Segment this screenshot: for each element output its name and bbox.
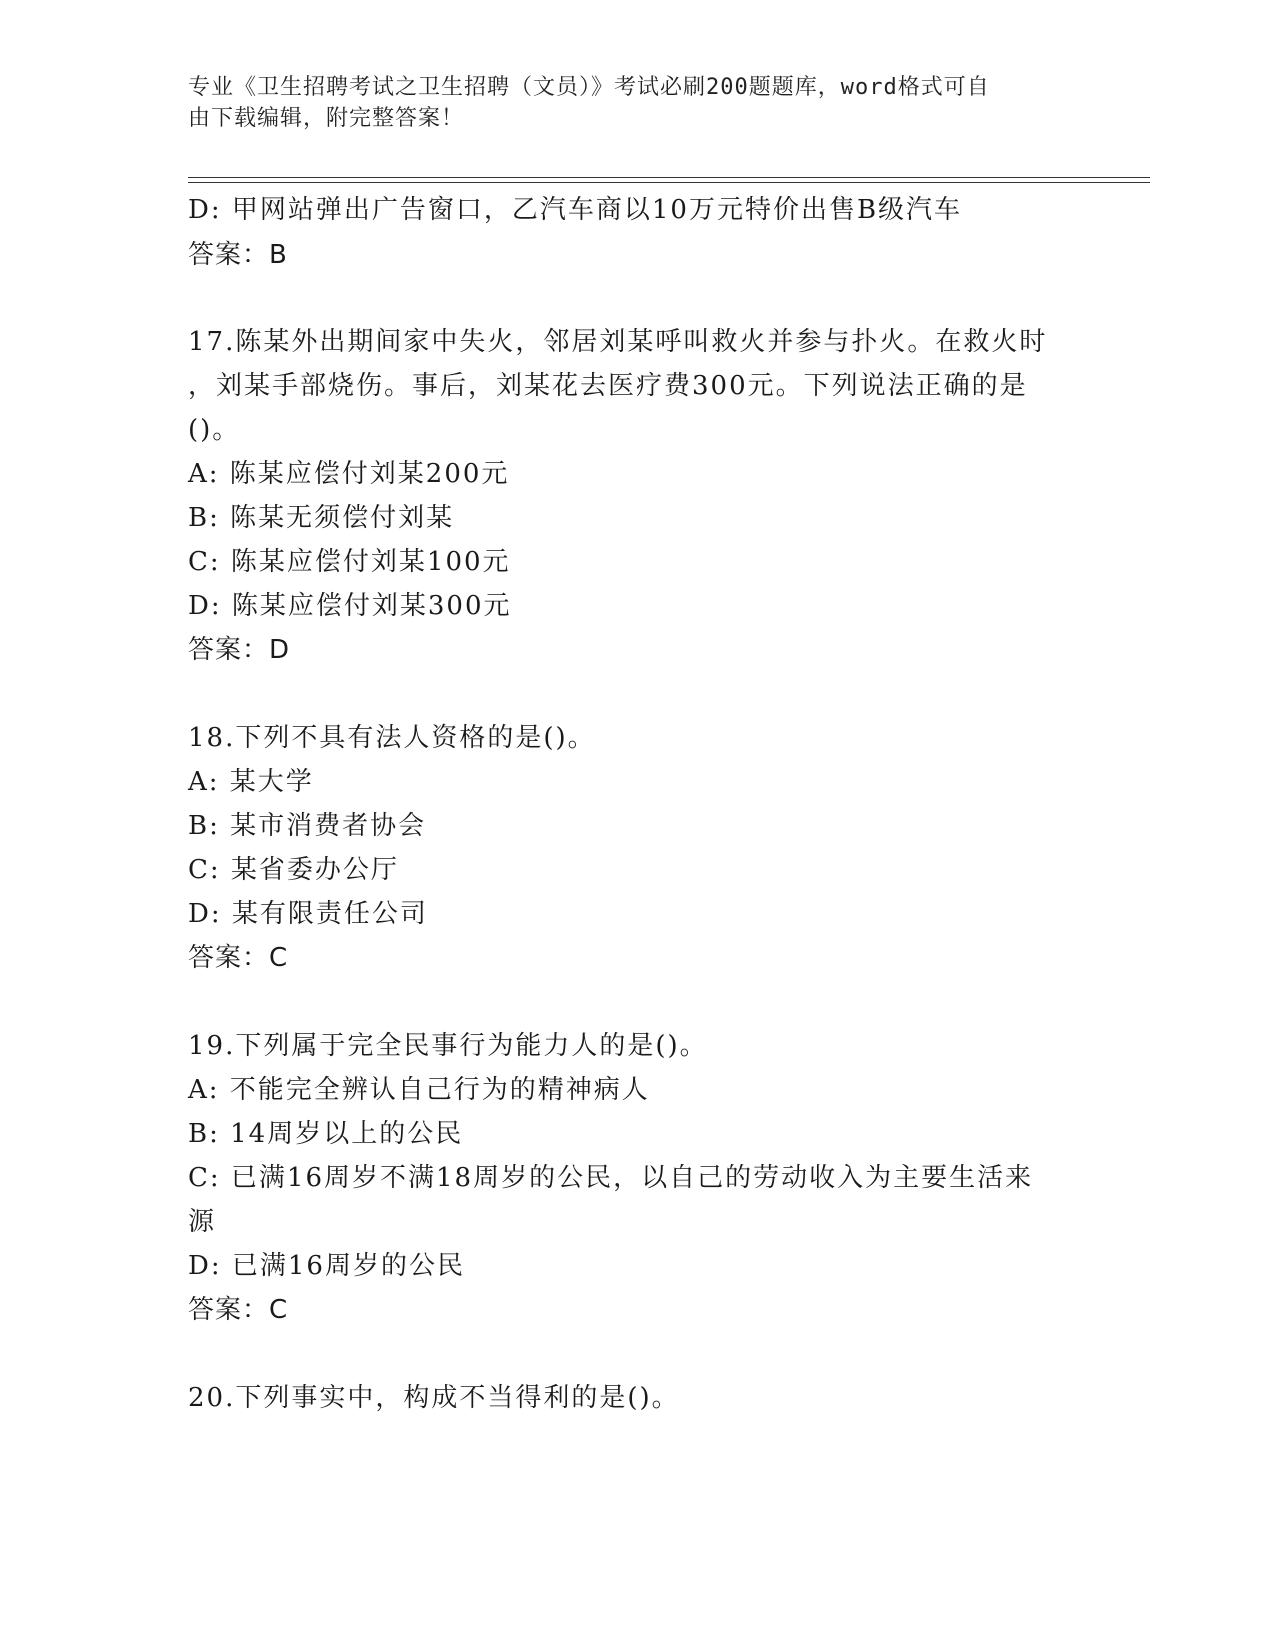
q18-option-d: D: 某有限责任公司 — [188, 899, 428, 929]
q19-option-b: B: 14周岁以上的公民 — [188, 1119, 464, 1149]
q19-option-c-line-1: C: 已满16周岁不满18周岁的公民，以自己的劳动收入为主要生活来 — [188, 1163, 1034, 1193]
q19-option-a: A: 不能完全辨认自己行为的精神病人 — [188, 1075, 650, 1105]
q17-stem-line-3: ()。 — [188, 415, 241, 445]
q18-option-c: C: 某省委办公厅 — [188, 855, 399, 885]
q17-option-b: B: 陈某无须偿付刘某 — [188, 503, 455, 533]
q18-stem: 18.下列不具有法人资格的是()。 — [188, 723, 596, 753]
q19-option-d: D: 已满16周岁的公民 — [188, 1251, 465, 1281]
q19-option-c-line-2: 源 — [188, 1207, 217, 1237]
document-header — [188, 72, 1068, 134]
q20-stem: 20.下列事实中，构成不当得利的是()。 — [188, 1383, 680, 1413]
q17-stem-line-2: ，刘某手部烧伤。事后，刘某花去医疗费300元。下列说法正确的是 — [188, 371, 1028, 401]
q17-stem-line-1: 17.陈某外出期间家中失火，邻居刘某呼叫救火并参与扑火。在救火时 — [188, 327, 1048, 357]
header-line-1: 专业《卫生招聘考试之卫生招聘（文员）》考试必刷200题题库，word格式可自 — [188, 75, 990, 100]
q17-answer: 答案：D — [188, 635, 291, 665]
q17-option-d: D: 陈某应偿付刘某300元 — [188, 591, 512, 621]
q18-answer: 答案：C — [188, 943, 289, 973]
header-line-2: 由下载编辑，附完整答案！ — [188, 106, 465, 131]
q17-option-a: A: 陈某应偿付刘某200元 — [188, 459, 510, 489]
header-divider-top — [188, 177, 1150, 178]
q18-option-a: A: 某大学 — [188, 767, 314, 797]
q17-option-c: C: 陈某应偿付刘某100元 — [188, 547, 511, 577]
q19-stem: 19.下列属于完全民事行为能力人的是()。 — [188, 1031, 708, 1061]
q18-option-b: B: 某市消费者协会 — [188, 811, 427, 841]
header-divider-bottom — [188, 182, 1150, 183]
q16-answer: 答案：B — [188, 240, 288, 270]
q19-answer: 答案：C — [188, 1295, 289, 1325]
q16-option-d: D: 甲网站弹出广告窗口，乙汽车商以10万元特价出售B级汽车 — [188, 195, 963, 225]
